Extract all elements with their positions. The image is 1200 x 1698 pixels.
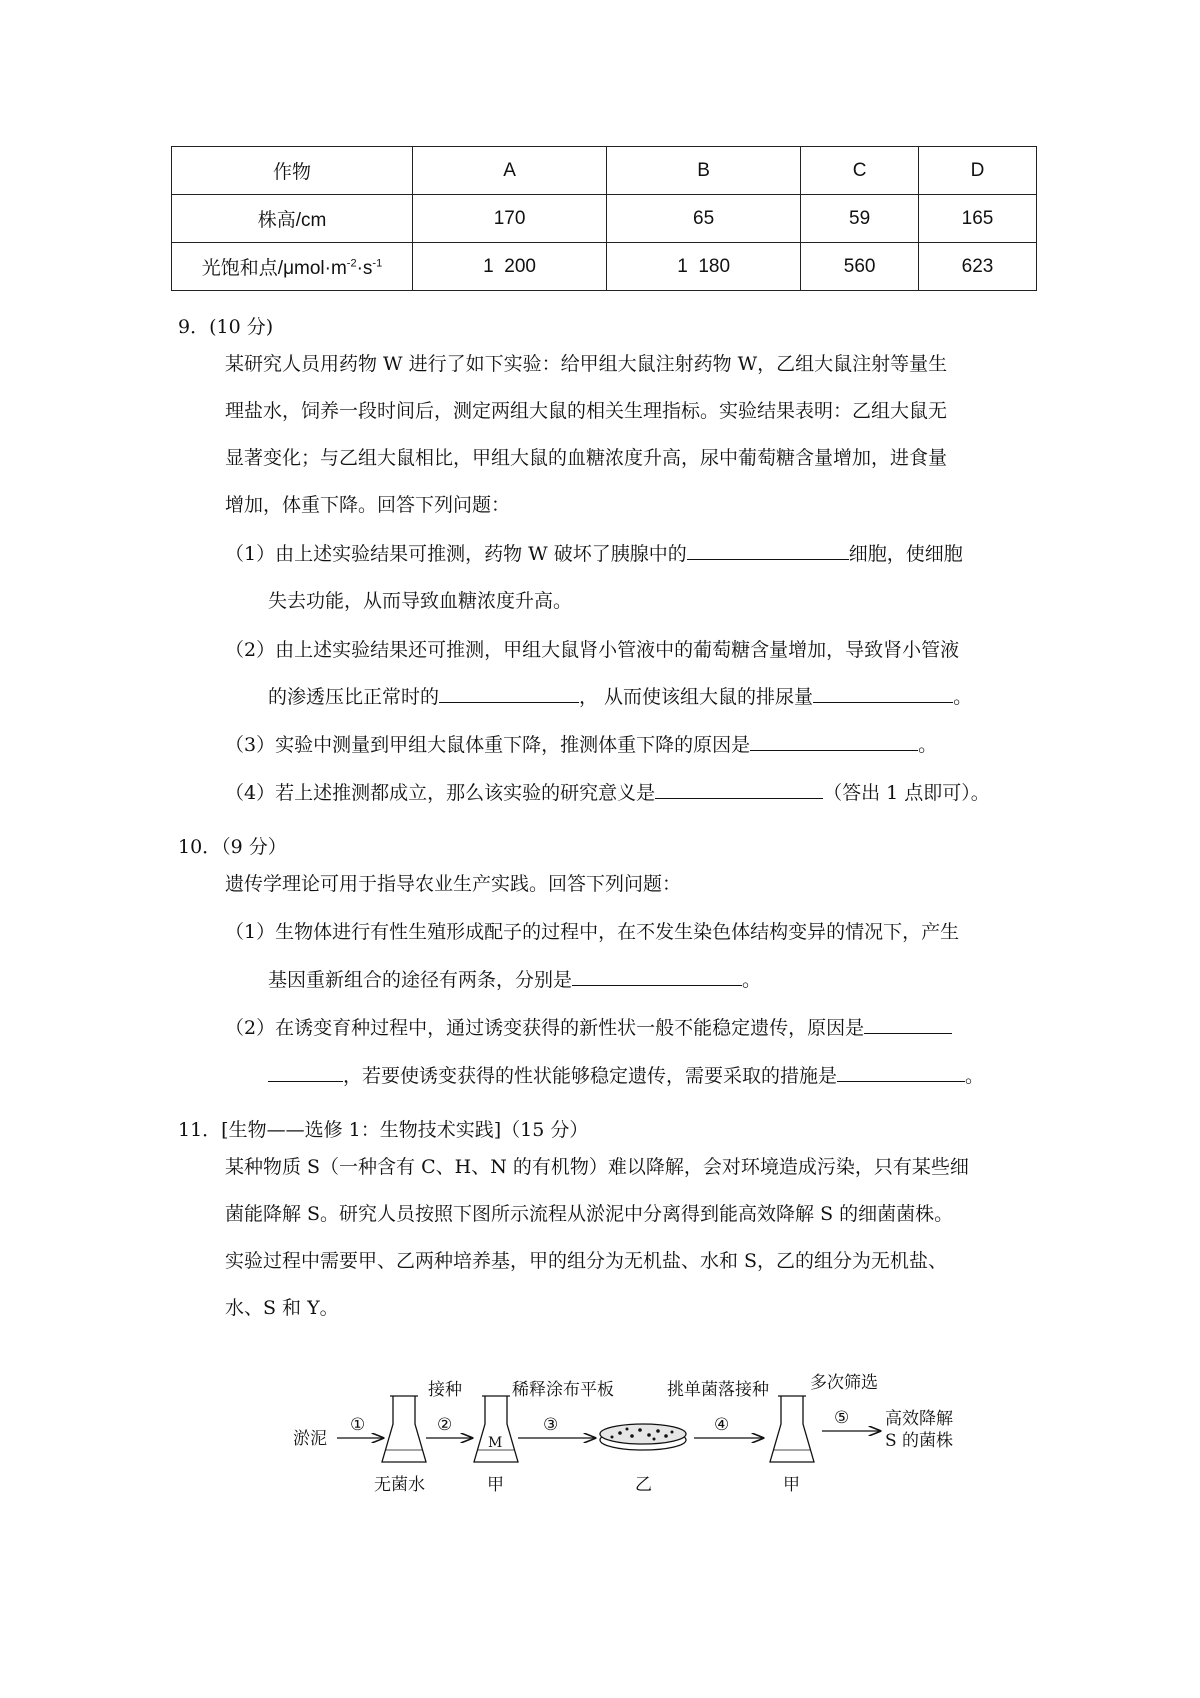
part-text: 基因重新组合的途径有两条，分别是 [268, 969, 573, 991]
flask-icon [382, 1396, 426, 1462]
step-3-top-label: 稀释涂布平板 [512, 1380, 614, 1400]
question-9-header: 9．(10 分) [178, 316, 274, 338]
result-label-line-1: 高效降解 [885, 1409, 953, 1429]
table-header-row [172, 147, 1037, 195]
table-cell: 560 [801, 243, 919, 291]
part-text: （1）由上述实验结果可推测，药物 W 破坏了胰腺中的 [225, 543, 687, 565]
part-text: （答出 1 点即可）。 [823, 782, 990, 804]
question-10-part-1-cont [268, 957, 761, 1004]
intro-line: 理盐水，饲养一段时间后，测定两组大鼠的相关生理指标。实验结果表明：乙组大鼠无 [225, 400, 948, 422]
plate-label: 乙 [635, 1475, 652, 1495]
step-1-label: ① [350, 1415, 366, 1435]
part-text: 。 [965, 1065, 985, 1087]
table-row-label: 株高/cm [172, 195, 413, 243]
question-9-part-4 [225, 770, 990, 817]
label-text: ·s [356, 258, 373, 279]
label-exponent: -2 [346, 257, 357, 270]
flask-icon [770, 1396, 814, 1462]
table-header-cell: B [607, 147, 801, 195]
flask-2-mark: M [488, 1435, 503, 1451]
crop-table [171, 146, 1037, 291]
question-11-intro [225, 1144, 1025, 1332]
answer-blank[interactable] [750, 730, 918, 751]
part-text: 。 [742, 969, 762, 991]
question-9-part-3 [225, 722, 937, 769]
step-5-label: ⑤ [834, 1408, 850, 1428]
intro-line: 某研究人员用药物 W 进行了如下实验：给甲组大鼠注射药物 W，乙组大鼠注射等量生 [225, 353, 948, 375]
intro-line: 菌能降解 S。研究人员按照下图所示流程从淤泥中分离得到能高效降解 S 的细菌菌株。 [225, 1203, 954, 1225]
intro-line: 某种物质 S（一种含有 C、H、N 的有机物）难以降解，会对环境造成污染，只有某些细 [225, 1156, 969, 1178]
table-cell: 165 [919, 195, 1037, 243]
petri-dish-icon [600, 1424, 686, 1450]
table-cell: 1 180 [607, 243, 801, 291]
question-10-header: 10．（9 分） [178, 836, 287, 858]
answer-blank[interactable] [268, 1061, 343, 1082]
answer-blank[interactable] [837, 1061, 965, 1082]
answer-blank[interactable] [655, 778, 823, 799]
table-header-cell: A [413, 147, 607, 195]
table-row-label [172, 243, 413, 291]
part-text: 。 [918, 734, 938, 756]
table-cell: 1 200 [413, 243, 607, 291]
answer-blank[interactable] [439, 682, 579, 703]
table-cell: 170 [413, 195, 607, 243]
question-10-part-2 [225, 1005, 952, 1052]
step-4-top-label: 挑单菌落接种 [667, 1380, 769, 1400]
step-5-top-label: 多次筛选 [810, 1373, 878, 1393]
question-10-part-2-cont [268, 1053, 984, 1100]
question-9-part-1 [225, 531, 963, 578]
flow-diagram [0, 1350, 1200, 1510]
question-9-intro [225, 341, 1025, 529]
table-cell: 59 [801, 195, 919, 243]
step-4-label: ④ [714, 1415, 730, 1435]
question-9-part-2-cont [268, 674, 972, 721]
table-header-cell: C [801, 147, 919, 195]
answer-blank[interactable] [687, 539, 849, 560]
label-text: 光饱和点/μmol·m [201, 258, 347, 279]
flask-icon [474, 1396, 518, 1462]
table-header-cell: D [919, 147, 1037, 195]
part-text: （4）若上述推测都成立，那么该实验的研究意义是 [225, 782, 656, 804]
answer-blank[interactable] [864, 1013, 952, 1034]
intro-line: 显著变化；与乙组大鼠相比，甲组大鼠的血糖浓度升高，尿中葡萄糖含量增加，进食量 [225, 447, 948, 469]
question-11-header: 11．[生物——选修 1：生物技术实践]（15 分） [178, 1119, 589, 1141]
table-header-cell: 作物 [172, 147, 413, 195]
intro-line: 水、S 和 Y。 [225, 1297, 339, 1319]
intro-line: 增加，体重下降。回答下列问题： [225, 494, 511, 516]
part-text: （2）在诱变育种过程中，通过诱变获得的新性状一般不能稳定遗传，原因是 [225, 1017, 865, 1039]
answer-blank[interactable] [813, 682, 953, 703]
flask-2-label: 甲 [487, 1475, 504, 1495]
part-text: ，若要使诱变获得的性状能够稳定遗传，需要采取的措施是 [343, 1065, 838, 1087]
table-row [172, 195, 1037, 243]
question-9-part-2: （2）由上述实验结果还可推测，甲组大鼠肾小管液中的葡萄糖含量增加，导致肾小管液 [225, 639, 960, 661]
label-exponent: -1 [372, 257, 383, 270]
answer-blank[interactable] [572, 965, 742, 986]
part-text: 。 [953, 686, 973, 708]
step-2-label: ② [437, 1415, 453, 1435]
result-label-line-2: S 的菌株 [885, 1431, 954, 1451]
step-3-label: ③ [543, 1415, 559, 1435]
part-text: 细胞，使细胞 [848, 543, 963, 565]
flask-1-label: 无菌水 [374, 1475, 425, 1495]
table-row [172, 243, 1037, 291]
question-9-part-1-cont: 失去功能，从而导致血糖浓度升高。 [268, 590, 573, 612]
question-10-intro: 遗传学理论可用于指导农业生产实践。回答下列问题： [225, 873, 682, 895]
step-2-top-label: 接种 [428, 1380, 462, 1400]
flask-3-label: 甲 [783, 1475, 800, 1495]
table-cell: 65 [607, 195, 801, 243]
intro-line: 实验过程中需要甲、乙两种培养基，甲的组分为无机盐、水和 S，乙的组分为无机盐、 [225, 1250, 948, 1272]
table-cell: 623 [919, 243, 1037, 291]
diagram-source-label: 淤泥 [293, 1429, 327, 1449]
part-text: （3）实验中测量到甲组大鼠体重下降，推测体重下降的原因是 [225, 734, 751, 756]
question-10-part-1: （1）生物体进行有性生殖形成配子的过程中，在不发生染色体结构变异的情况下，产生 [225, 921, 960, 943]
part-text: 的渗透压比正常时的 [268, 686, 440, 708]
part-text: ， 从而使该组大鼠的排尿量 [579, 686, 814, 708]
